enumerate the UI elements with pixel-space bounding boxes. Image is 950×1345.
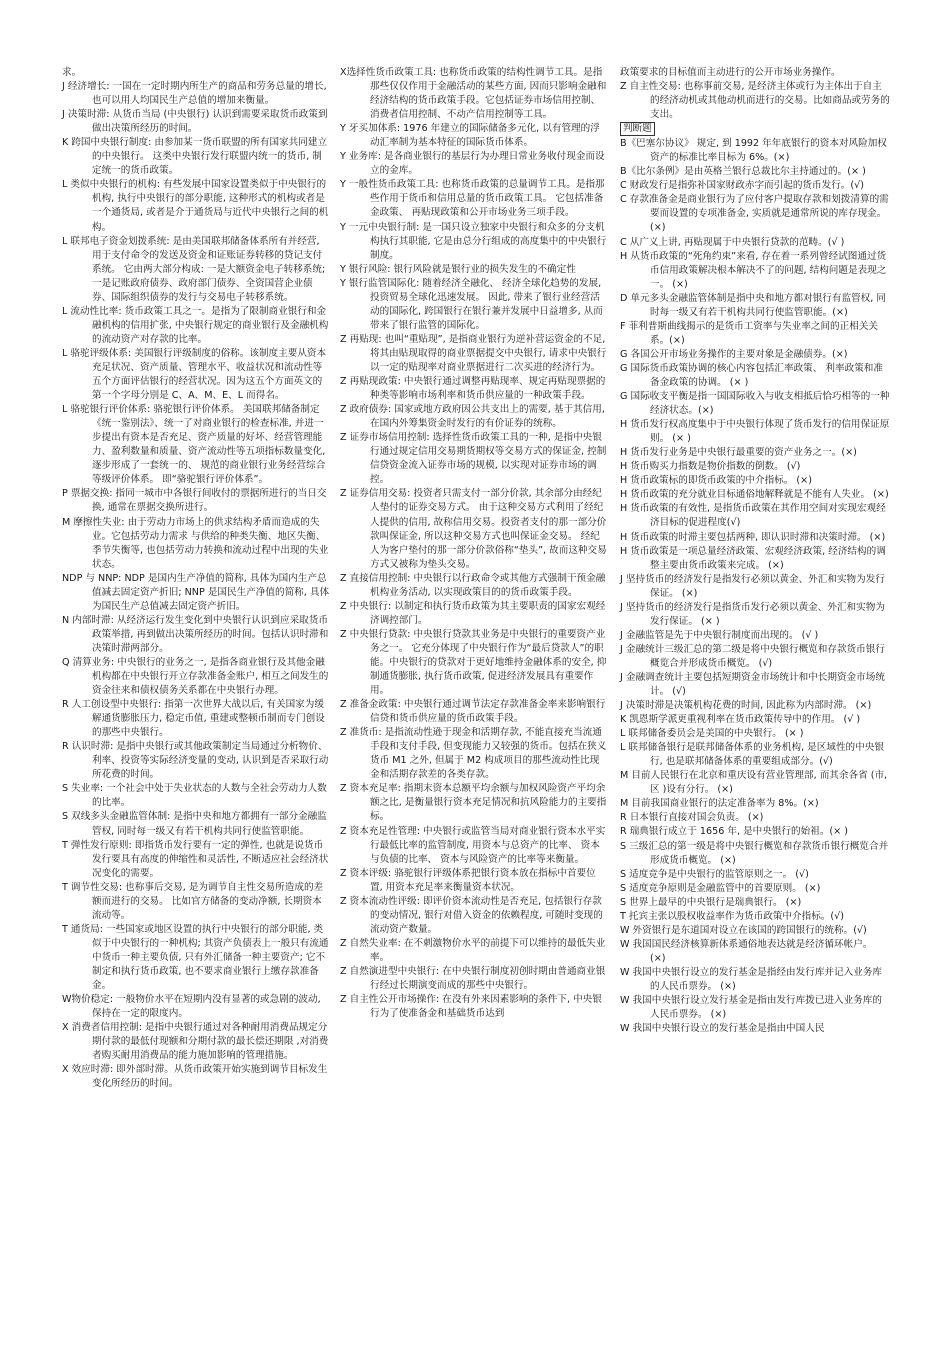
glossary-entry: Z 自主性交易: 也称事前交易, 是经济主体或行为主体出于自主的经济动机或其他动机而进行的交易。比如商品或劳务的支出。 — [620, 81, 890, 121]
glossary-entry: G 国际收支平衡是指一国国际收入与收支相抵后恰巧相等的一种经济状态。(×) — [620, 391, 890, 417]
glossary-entry: L 联邦储备银行是联邦储备体系的业务机构, 是区域性的中央银行, 也是联邦储备体系的重要组成部分。(√) — [620, 742, 884, 768]
glossary-entry: Z 自主性公开市场操作: 在没有外来因素影响的条件下, 中央银行为了使准备金和基础货币达到 — [340, 994, 602, 1020]
glossary-entry: Z 中央银行贷款: 中央银行贷款其业务是中央银行的重要资产业务之一。 它充分体现了中央银行作为“最后贷款人”的职能。中央银行的贷款对于更好地维持金融体系的安全, 抑制通货膨胀, 执行货币政策, 促进经济发展具有重要作用。 — [340, 628, 607, 697]
glossary-entry: M 摩擦性失业: 由于劳动力市场上的供求结构矛盾而造成的失业。它包括劳动力需求 与供给的种类失衡、地区失衡、季节失衡等, 也包括劳动力转换和流动过程中出现的失业状态。 — [62, 516, 329, 570]
column-right — [620, 66, 890, 1036]
glossary-entry: 政策要求的目标值而主动进行的公开市场业务操作。 — [620, 67, 841, 78]
glossary-entry: H 货币发行权高度集中于中央银行体现了货币发行的信用保证原则。 (× ) — [620, 419, 890, 445]
glossary-entry: J 决策时滞: 从货币当局 (中央银行) 认识到需要采取货币政策到做出决策所经历的时间。 — [62, 109, 328, 135]
glossary-entry: G 各国公开市场业务操作的主要对象是金融债券。(×) — [620, 348, 848, 360]
glossary-entry: W物价稳定: 一般物价水平在短期内没有显著的或急剧的波动, 保持在一定的限度内。 — [62, 994, 321, 1020]
glossary-entry: S 世界上最早的中央银行是瑞典银行。 (×) — [620, 896, 802, 908]
glossary-entry: C 存款准备金是商业银行为了应付客户提取存款和划拨清算的需要而设置的专项准备金, 实质就是通常所说的库存现金。 (×) — [620, 194, 889, 234]
glossary-entry: J 金融监管是先于中央银行制度而出现的。 (√ ) — [620, 629, 819, 641]
glossary-entry: J 金融统计三级汇总的第二级是将中央银行概览和存款货币银行概览合并形成货币概览。 (√) — [620, 643, 885, 669]
glossary-entry: S 适度竞争原则是金融监管中的首要原则。 (×) — [620, 882, 821, 894]
glossary-entry: R 人工创设型中央银行: 指第一次世界大战以后, 有关国家为缓解通货膨胀压力, 稳定币值, 重建或整顿币制而专门创设的那些中央银行。 — [62, 699, 325, 739]
glossary-entry: 求。 — [62, 67, 82, 78]
section-heading-label: 判断题 — [620, 122, 655, 136]
glossary-entry: H 货币购买力指数是物价指数的倒数。 (√) — [620, 461, 801, 473]
glossary-entry: Z 直接信用控制: 中央银行以行政命令或其他方式强制干预金融机构业务活动, 以实现政策目的的货币政策手段。 — [340, 572, 606, 598]
glossary-entry: H 货币政策标的即货币政策的中介指标。 (×) — [620, 475, 812, 487]
glossary-entry: H 货币政策的充分就业目标通俗地解释就是不能有人失业。 (×) — [620, 489, 889, 501]
glossary-entry: H 货币政策的有效性, 是指货币政策在其作用空间对实现宏观经济目标的促进程度(√) — [620, 503, 886, 529]
glossary-entry: K 凯恩斯学派更重视利率在货币政策传导中的作用。 (√ ) — [620, 714, 861, 726]
glossary-entry: X选择性货币政策工具: 也称货币政策的结构性调节工具。是指那些仅仅作用于金融活动的某些方面, 因而只影响金融和经济结构的货币政策手段。它包括证券市场信用控制、 消费者信用控制、不动产信用控制等工具。 — [340, 67, 607, 121]
glossary-entry: Z 准备金政策: 中央银行通过调节法定存款准备金率来影响银行信贷和货币供应量的货币政策手段。 — [340, 699, 606, 725]
glossary-entry: P 票据交换: 指同一城市中各银行间收付的票据所进行的当日交换, 通常在票据交换所进行。 — [62, 488, 327, 514]
glossary-entry: Y 一元中央银行制: 是一国只设立独家中央银行和众多的分支机构执行其职能, 它是由总分行组成的高度集中的中央银行制度。 — [340, 221, 607, 261]
glossary-entry: Y 银行监管国际化: 随着经济全融化、 经济全球化趋势的发展, 投资贸易全球化迅速发展。 因此, 带来了银行业经营活动的国际化, 跨国银行在银行兼并发展中日益增多, 从而带来了银行监管的国际化。 — [340, 277, 603, 331]
glossary-entry: Y 业务库: 是各商业银行的基层行为办理日常业务收付现金而设立的金库。 — [340, 151, 605, 177]
column-middle — [340, 66, 608, 1021]
glossary-entry: L 联邦电子资金划拨系统: 是由美国联邦储备体系所有并经营, 用于支付命令的发送及资金和证账证券转移的贷记支付系统。 它由两大部分构成: 一是大额资金电子转移系统; 一是记账政府债券、政府部门债券、全资国营企业债券、国际组织债券的发行与交易电子转移系统。 — [62, 235, 326, 303]
glossary-entry: X 消费者信用控制: 是指中央银行通过对各种耐用消费品规定分期付款的最低付现额和分期付款的最长偿还期限 ,对消费者购买耐用消费品的能力施加影响的管理措施。 — [62, 1022, 329, 1062]
glossary-entry: T 通货局: 一些国家或地区设置的执行中央银行的部分职能, 类似于中央银行的一种机构; 其资产负债表上一般只有流通中货币一种主要负债, 只有外汇储备一种主要资产; 它不制定和执行货币政策, 也不要求商业银行上缴存款准备金。 — [62, 923, 329, 992]
glossary-entry: L 联邦储备委员会是美国的中央银行。 (× ) — [620, 728, 804, 740]
glossary-entry: Z 自然失业率: 在不刺激物价水平的前提下可以维持的最低失业率。 — [340, 937, 606, 963]
glossary-entry: L 类似中央银行的机构: 有些发展中国家设置类似于中央银行的机构, 执行中央银行的部分职能, 这种形式的机构或者是一个通货局, 或者是介于通货局与近代中央银行之间的机构。 — [62, 179, 329, 233]
glossary-entry: W 我国中央银行设立的发行基金是指经由发行库并记入业务库的人民币票券。 (×) — [620, 966, 882, 992]
glossary-entry: Y 一般性货币政策工具: 也称货币政策的总量调节工具。是指那些作用于货币和信用总量的货币政策工具。 它包括准备金政策、 再贴现政策和公开市场业务三项手段。 — [340, 179, 605, 219]
glossary-entry: B《比尔条例》是由英格兰银行总裁比尔主持通过的。(× ) — [620, 166, 866, 178]
glossary-entry: S 三级汇总的第一级是将中央银行概览和存款货币银行概览合并形成货币概览。 (×) — [620, 840, 889, 866]
glossary-entry: L 骆驼银行评价体系: 骆驼银行评价体系。 美国联邦储备制定《统一鉴别法》、统一了对商业银行的检查标准, 并进一步提出有资本是否充足、资产质量的好坏、经营管理能力、盈利数量和质量、资产流动性等五项指标数量变化, 逐步形成了一套统一的、 规范的商业银行业务经营综合等级评价体系。 即“骆驼银行评价体系”。 — [62, 404, 326, 486]
glossary-entry: T 弹性发行原则: 即指货币发行要有一定的弹性, 也就是说货币发行要具有高度的伸缩性和灵活性, 不断适应社会经济状况变化的需要。 — [62, 839, 329, 879]
glossary-entry: Z 证券信用交易: 投资者只需支付一部分价款, 其余部分由经纪人垫付的证券交易方式。 由于这种交易方式利用了经纪人提供的信用, 故称信用交易。投资者支付的那一部分价款叫保证金, 所以这种交易方式也叫保证金交易。 经纪人为客户垫付的那一部分价款俗称“垫头”, 故而这种交易方式又被称为垫头交易。 — [340, 488, 607, 570]
section-heading — [620, 122, 890, 137]
glossary-entry: K 跨国中央银行制度: 由参加某一货币联盟的所有国家共同建立的中央银行。 这类中央银行发行联盟内统一的货币, 制定统一的货币政策。 — [62, 137, 328, 177]
glossary-entry: NDP 与 NNP: NDP 是国内生产净值的简称, 具体为国内生产总值减去固定资产折旧; NNP 是国民生产净值的简称, 具体为国民生产总值减去固定资产折旧。 — [62, 572, 330, 612]
glossary-entry: Q 清算业务: 中央银行的业务之一, 是指各商业银行及其他金融机构都在中央银行开立存款准备金账户, 相互之间发生的资金往来和债权债务关系都在中央银行办理。 — [62, 656, 329, 697]
glossary-entry: D 单元多头金融监管体制是指中央和地方都对银行有监管权, 同时每一级又有若干机构共同行使监管职能。(×) — [620, 292, 886, 318]
glossary-entry: W 外资银行是东道国对设立在该国的跨国银行的统称。(√) — [620, 924, 867, 936]
glossary-entry: Z 资本评级: 骆驼银行评级体系把银行资本放在指标中首要位置, 用资本充足率来衡量资本状况。 — [340, 867, 596, 893]
glossary-entry: N 内部时滞: 从经济运行发生变化到中央银行认识到应采取货币政策举措, 再到做出决策所经历的时间。包括认识时滞和决策时滞两部分。 — [62, 614, 329, 654]
glossary-entry: S 适度竞争是中央银行的监管原则之一。 (√) — [620, 868, 809, 880]
glossary-entry: Z 再贴现政策: 中央银行通过调整再贴现率、规定再贴现票据的种类等影响市场利率和货币供应量的一种政策手段。 — [340, 376, 606, 402]
column-left — [62, 66, 330, 1091]
glossary-entry: Z 政府债券: 国家或地方政府因公共支出上的需要, 基于其信用, 在国内外筹集资金时发行的有价证券的统称。 — [340, 404, 605, 430]
glossary-entry: W 我国中央银行设立发行基金是指由发行库拨已进入业务库的人民币票券。 (×) — [620, 995, 882, 1021]
glossary-entry: S 双线多头金融监管体制: 是指中央和地方都拥有一部分金融监管权, 同时每一级又有若干机构共同行使监管职能。 — [62, 811, 327, 837]
glossary-entry: H 从货币政策的“死角约束”来看, 存在着一系列曾经试图通过货币信用政策解决根本解决不了的问题, 结构问题是表现之一。 (×) — [620, 250, 887, 290]
glossary-entry: M 目前我国商业银行的法定准备率为 8%。(×) — [620, 798, 819, 810]
glossary-entry: Z 资本流动性评级: 即评价资本流动性是否充足, 包括银行存款的变动情况, 银行对借入资金的依赖程度, 可随时变现的流动资产数量。 — [340, 895, 603, 935]
glossary-entry: L 流动性比率: 货币政策工具之一。是指为了限制商业银行和金融机构的信用扩张, 中央银行规定的商业银行及金融机构的流动资产对存款的比率。 — [62, 305, 329, 345]
glossary-entry: Y 牙买加体系: 1976 年建立的国际储备多元化, 以有管理的浮动汇率制为基本特征的国际货币体系。 — [340, 123, 600, 149]
glossary-entry: W 我国中央银行设立的发行基金是指由中国人民 — [620, 1023, 825, 1035]
glossary-entry: Z 证券市场信用控制: 选择性货币政策工具的一种, 是指中央银行通过规定信用交易期货期权等交易方式的保证金, 控制信贷资金流入证券市场的规模, 以实现对证券市场的调控。 — [340, 432, 607, 486]
glossary-entry: X 效应时滞: 即外部时滞。从货币政策开始实施到调节目标发生变化所经历的时间。 — [62, 1064, 328, 1090]
glossary-entry: J 经济增长: 一国在一定时期内所生产的商品和劳务总量的增长, 也可以用人均国民生产总值的增加来衡量。 — [62, 81, 327, 107]
glossary-entry: J 坚持货币的经济发行是指发行必须以黄金、外汇和实物为发行保证。 (×) — [620, 573, 885, 599]
glossary-entry: M 目前人民银行在北京和重庆设有营业管理部, 而其余各省 (市, 区 )设有分行。 (×) — [620, 770, 888, 796]
glossary-entry: Z 准货币: 是指流动性逊于现金和活期存款, 不能直接充当流通手段和支付手段, 但变现能力又较强的货币。包括在狭义货币 M1 之外, 但属于 M2 构成项目的那些流动性比现金和活期存款差的各类存款。 — [340, 727, 607, 781]
glossary-entry: C 财政发行是指弥补国家财政赤字而引起的货币发行。(√) — [620, 180, 865, 192]
glossary-entry: Y 银行风险: 银行风险就是银行业的损失发生的不确定性 — [340, 263, 576, 275]
glossary-entry: H 货币政策的时滞主要包括两种, 即认识时滞和决策时滞。 (×) — [620, 531, 886, 543]
glossary-entry: J 坚持货币的经济发行是指货币发行必须以黄金、外汇和实物为发行保证。 (× ) — [620, 601, 885, 627]
glossary-entry: R 瑞典银行成立于 1656 年, 是中央银行的始祖。(× ) — [620, 826, 848, 838]
glossary-entry: T 调节性交易: 也称事后交易, 是为调节自主性交易所造成的差额而进行的交易。 比如官方储备的变动净额, 长期资本流动等。 — [62, 881, 324, 921]
glossary-entry: Z 资本充足率: 指期末资本总额平均余额与加权风险资产平均余额之比, 是衡量银行资本充足情况和抗风险能力的主要指标。 — [340, 783, 607, 823]
glossary-entry: B《巴塞尔协议》 规定, 到 1992 年年底银行的资本对风险加权资产的标准比率目标为 6%。(×) — [620, 138, 887, 164]
glossary-entry: G 国际货币政策协调的核心内容包括汇率政策、 利率政策和准备金政策的协调。 (× ) — [620, 362, 883, 388]
glossary-entry: W 我国国民经济核算新体系通俗地表达就是经济循环帐户。 (×) — [620, 938, 873, 964]
glossary-entry: H 货币政策是一项总量经济政策、宏观经济政策, 经济结构的调整主要由货币政策来完成。 (×) — [620, 545, 886, 571]
glossary-entry: Z 资本充足性管理: 中央银行或监管当局对商业银行资本水平实行最低比率的监管制度, 用资本与总资产的比率、 资本与负债的比率、 资本与风险资产的比率等来衡量。 — [340, 825, 606, 865]
glossary-entry: T 托宾主张以股权收益率作为货币政策中介指标。(√) — [620, 910, 844, 922]
glossary-entry: Z 自然演进型中央银行: 在中央银行制度初创时期由普通商业银行经过长期演变而成的那些中央银行。 — [340, 966, 606, 992]
glossary-entry: L 骆驼评级体系: 美国银行评级制度的俗称。该制度主要从资本充足状况、资产质量、管理水平、收益状况和流动性等五个方面评估银行的经营状况。因为这五个方面英文的第一个字母分别是 C、A、M、E、L 而得名。 — [62, 347, 327, 402]
glossary-entry: C 从广义上讲, 再贴现属于中央银行贷款的范畴。(√ ) — [620, 236, 845, 248]
glossary-entry: R 日本银行直接对国会负责。 (×) — [620, 812, 764, 824]
glossary-entry: J 决策时滞是决策机构花费的时间, 因此称为内部时滞。 (×) — [620, 700, 872, 712]
glossary-entry: Z 再贴现: 也叫“重贴现”, 是指商业银行为逆补营运资金的不足, 将其由贴现取得的商业票据提交中央银行, 请求中央银行以一定的贴现率对商业票据进行二次买进的经济行为。 — [340, 333, 607, 373]
glossary-entry: H 货币发行业务是中央银行最重要的资产业务之一。(×) — [620, 447, 857, 459]
glossary-entry: R 认识时滞: 是指中央银行或其他政策制定当局通过分析物价、利率、投资等实际经济变量的变动, 认识到是否采取行动所花费的时间。 — [62, 741, 329, 781]
glossary-entry: J 金融调查统计主要包括短期资金市场统计和中长期资金市场统计。 (√) — [620, 671, 885, 698]
glossary-entry: Z 中央银行: 以制定和执行货币政策为其主要职责的国家宏观经济调控部门。 — [340, 600, 606, 626]
glossary-entry: S 失业率: 一个社会中处于失业状态的人数与全社会劳动力人数的比率。 — [62, 783, 327, 809]
glossary-entry: F 菲利普斯曲线揭示的是货币工资率与失业率之间的正相关关系。(×) — [620, 320, 879, 346]
